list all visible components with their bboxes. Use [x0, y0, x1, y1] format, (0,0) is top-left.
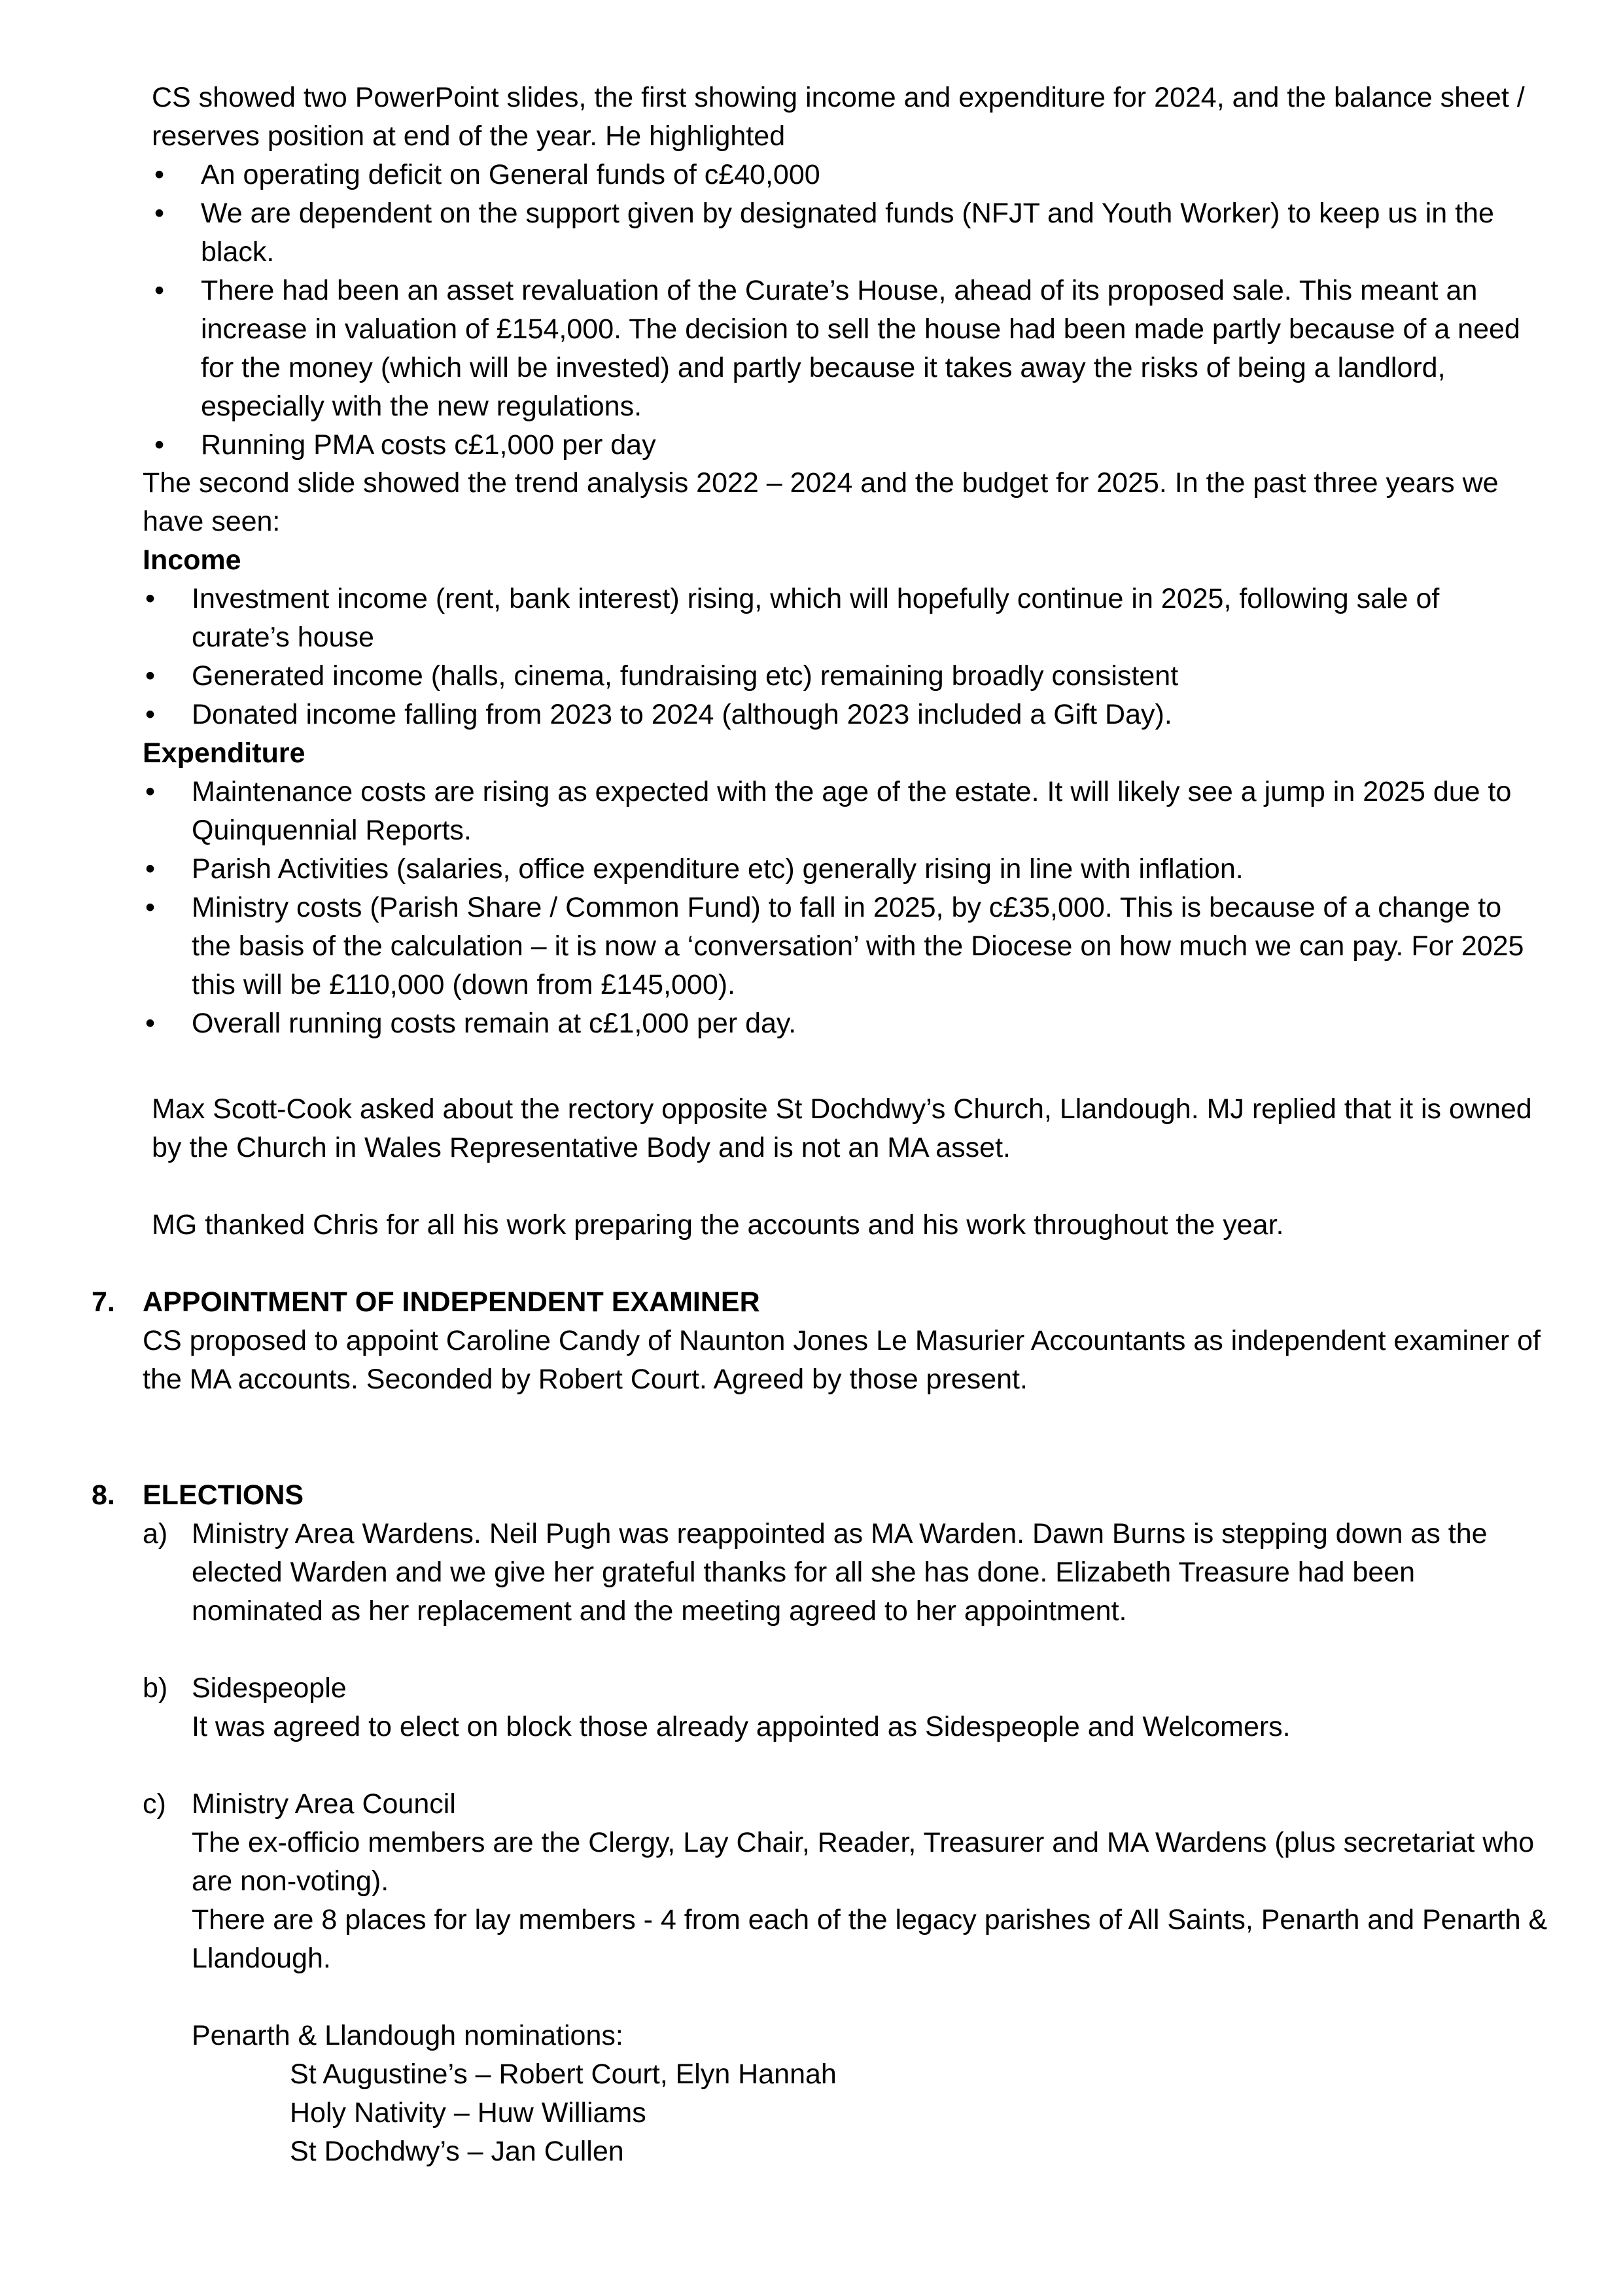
election-item-council — [143, 1785, 1550, 2171]
expenditure-list — [143, 773, 1545, 1043]
list-item: • There had been an asset revaluation of the Curate’s House, ahead of its proposed sale. This meant an increase in valuation of £154,000. The decision to sell the house had been made partly because of a need for the money (which will be invested) and partly because it takes away the risks of being a landlord, especially with the new regulations. — [152, 272, 1545, 426]
income-heading: Income — [143, 544, 241, 576]
list-item: • Donated income falling from 2023 to 2024 (although 2023 included a Gift Day). — [143, 696, 1545, 734]
spacer — [143, 1631, 1550, 1669]
elections-list — [143, 1515, 1550, 2171]
item-text: Ministry Area Wardens. Neil Pugh was reappointed as MA Warden. Dawn Burns is stepping down as the elected Warden and we give her grateful thanks for all she has done. Elizabeth Treasure had been nominated as her replacement and the meeting agreed to her appointment. — [192, 1518, 1488, 1627]
places-text: There are 8 places for lay members - 4 from each of the legacy parishes of All Saints, Penarth and Penarth & Llandough. — [192, 1904, 1548, 1974]
thanks-paragraph: MG thanked Chris for all his work preparing the accounts and his work throughout the year. — [152, 1209, 1284, 1241]
expenditure-heading: Expenditure — [143, 737, 305, 769]
item-label: b) — [143, 1672, 168, 1704]
section-text: CS proposed to appoint Caroline Candy of Naunton Jones Le Masurier Accountants as independent examiner of the MA accounts. Seconded by Robert Court. Agreed by those present. — [143, 1325, 1541, 1395]
section-7 — [92, 1283, 1550, 1399]
item-label: a) — [143, 1518, 168, 1549]
spacer — [192, 1978, 1550, 2017]
highlights-list — [152, 156, 1545, 465]
election-item-sidespeople — [143, 1669, 1550, 1746]
spacer — [143, 1746, 1550, 1785]
section-number: 7. — [92, 1286, 115, 1318]
item-title: Ministry Area Council — [192, 1788, 456, 1820]
item-label: c) — [143, 1788, 166, 1820]
list-item: • We are dependent on the support given by designated funds (NFJT and Youth Worker) to keep us in the black. — [152, 194, 1545, 272]
income-list — [143, 580, 1545, 734]
intro-paragraph: CS showed two PowerPoint slides, the first showing income and expenditure for 2024, and the balance sheet / reserves position at end of the year. He highlighted — [152, 82, 1525, 152]
nominations-heading: Penarth & Llandough nominations: — [192, 2020, 623, 2051]
list-item: • Ministry costs (Parish Share / Common Fund) to fall in 2025, by c£35,000. This is because of a change to the basis of the calculation – it is now a ‘conversation’ with the Diocese on how much we can pay. For 2025 this will be £110,000 (down from £145,000). — [143, 889, 1545, 1004]
nomination-item: St Dochdwy’s – Jan Cullen — [290, 2136, 624, 2167]
section-8 — [92, 1476, 1550, 2171]
list-item: • Running PMA costs c£1,000 per day — [152, 426, 1545, 465]
list-item: • Parish Activities (salaries, office expenditure etc) generally rising in line with inflation. — [143, 850, 1545, 889]
list-item: • Generated income (halls, cinema, fundraising etc) remaining broadly consistent — [143, 657, 1545, 696]
section-number: 8. — [92, 1479, 115, 1511]
rectory-paragraph: Max Scott-Cook asked about the rectory opposite St Dochdwy’s Church, Llandough. MJ replied that it is owned by the Church in Wales Representative Body and is not an MA asset. — [152, 1093, 1532, 1163]
trend-analysis — [143, 464, 1545, 1043]
list-item: • Investment income (rent, bank interest) rising, which will hopefully continue in 2025, following sale of curate’s house — [143, 580, 1545, 657]
list-item: • Overall running costs remain at c£1,000 per day. — [143, 1004, 1545, 1043]
item-title: Sidespeople — [192, 1672, 347, 1704]
nomination-item: Holy Nativity – Huw Williams — [290, 2097, 646, 2128]
nomination-item: St Augustine’s – Robert Court, Elyn Hannah — [290, 2058, 837, 2090]
item-text: It was agreed to elect on block those already appointed as Sidespeople and Welcomers. — [192, 1711, 1291, 1742]
election-item-wardens — [143, 1515, 1550, 1631]
section-title: APPOINTMENT OF INDEPENDENT EXAMINER — [143, 1286, 760, 1318]
list-item: • Maintenance costs are rising as expected with the age of the estate. It will likely see a jump in 2025 due to Quinquennial Reports. — [143, 773, 1545, 850]
ex-officio-text: The ex-officio members are the Clergy, Lay Chair, Reader, Treasurer and MA Wardens (plus secretariat who are non-voting). — [192, 1827, 1535, 1897]
trend-intro: The second slide showed the trend analysis 2022 – 2024 and the budget for 2025. In the past three years we have seen: — [143, 467, 1499, 537]
list-item: • An operating deficit on General funds of c£40,000 — [152, 156, 1545, 194]
section-title: ELECTIONS — [143, 1479, 304, 1511]
